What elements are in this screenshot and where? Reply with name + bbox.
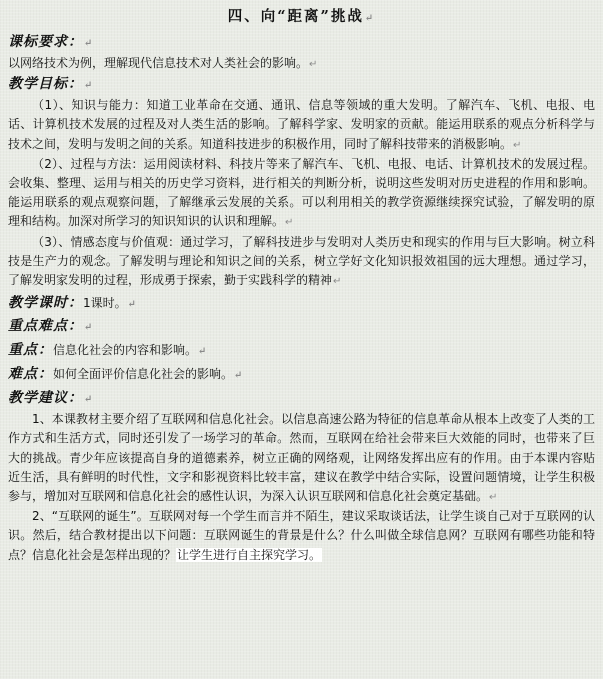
curriculum-heading: 课标要求：↵ bbox=[8, 34, 94, 50]
advice-paragraph-2: 2、“互联网的诞生”。互联网对每一个学生而言并不陌生，建议采取谈话法，让学生谈自己对于互联网的认识。然后，结合教材提出以下问题：互联网诞生的背景是什么？什么叫做全球信息网？互联网有哪些功能和特点？信息化社会是怎样出现的？让学生进行自主探究学习。 bbox=[8, 509, 595, 562]
hours-heading: 教学课时：1课时。↵ bbox=[8, 295, 138, 312]
paragraph-mark: ↵ bbox=[234, 370, 244, 382]
objective-paragraph-2: （2）、过程与方法：运用阅读材料、科技片等来了解汽车、飞机、电报、电话、计算机技术的发展过程。会收集、整理、运用与相关的历史学习资料，进行相关的判断分析，说明这些发明对历史进程的作用和影响。能运用联系的观点观察问题，了解继承云发展的关系。可以利用相关的教学资源继续探究试验，了解发明的原理和结构。加深对所学习的知识知识的认识和理解。↵ bbox=[8, 156, 595, 229]
title-text: 四、向“距离”挑战 bbox=[227, 8, 364, 25]
key-point-text: 信息化社会的内容和影响。 bbox=[53, 343, 198, 358]
objective-paragraph-1: （1）、知识与能力：知道工业革命在交通、通讯、信息等领域的重大发明。了解汽车、飞机、电报、电话、计算机技术发展的过程及对人类生活的影响。了解科学家、发明家的贡献。能运用联系的观点分析科学与技术之间，发明与发明之间的关系。知道科技进步的积极作用，同时了解科技带来的消极影响。↵ bbox=[8, 98, 595, 151]
paragraph-mark: ↵ bbox=[333, 276, 342, 288]
key-difficulty-heading: 重点难点：↵ bbox=[8, 318, 94, 335]
paragraph-mark: ↵ bbox=[513, 139, 522, 151]
objectives-heading: 教学目标：↵ bbox=[8, 76, 94, 93]
advice-heading: 教学建议：↵ bbox=[8, 390, 94, 407]
paragraph-mark: ↵ bbox=[309, 59, 318, 70]
paragraph-mark: ↵ bbox=[364, 13, 376, 24]
key-point-label: 重点： bbox=[8, 342, 53, 359]
paragraph-mark: ↵ bbox=[489, 492, 498, 504]
difficulty-line bbox=[8, 364, 595, 386]
paragraph-mark: ↵ bbox=[84, 322, 94, 334]
paragraph-mark: ↵ bbox=[127, 299, 138, 311]
difficulty-text: 如何全面评价信息化社会的影响。 bbox=[53, 367, 234, 382]
paragraph-mark: ↵ bbox=[84, 80, 94, 92]
paragraph-mark: ↵ bbox=[198, 346, 208, 358]
advice-paragraph-1: 1、本课教材主要介绍了互联网和信息化社会。以信息高速公路为特征的信息革命从根本上改变了人类的工作方式和生活方式，同时还引发了一场学习的革命。然而，互联网在给社会带来巨大效能的同时，也带来了巨大的挑战。青少年应该提高自身的道德素养，树立正确的网络观，让网络发挥出应有的作用。由于本课内容贴近生活，具有鲜明的时代性，文字和影视资料比较丰富，建议在教学中结合实际，设置问题情境，让学生积极参与，增加对互联网和信息化社会的感性认识，为深入认识互联网和信息化社会奠定基础。↵ bbox=[8, 412, 595, 504]
highlighted-text: 让学生进行自主探究学习。 bbox=[177, 547, 322, 562]
paragraph-mark: ↵ bbox=[84, 38, 94, 49]
curriculum-text: 以网络技术为例，理解现代信息技术对人类社会的影响。↵ bbox=[8, 56, 318, 70]
hours-text: 1课时。 bbox=[83, 296, 127, 311]
difficulty-label: 难点： bbox=[8, 366, 53, 383]
paragraph-mark: ↵ bbox=[84, 394, 94, 406]
paragraph-mark: ↵ bbox=[285, 217, 294, 229]
key-point-line bbox=[8, 340, 595, 362]
page-title bbox=[8, 6, 595, 28]
objective-paragraph-3: （3）、情感态度与价值观：通过学习，了解科技进步与发明对人类历史和现实的作用与巨大影响。树立科技是生产力的观念。了解发明与理论和知识之间的关系，树立学好文化知识报效祖国的远大理想。通过学习，了解发明家发明的过程，形成勇于探索，勤于实践科学的精神↵ bbox=[8, 234, 595, 288]
